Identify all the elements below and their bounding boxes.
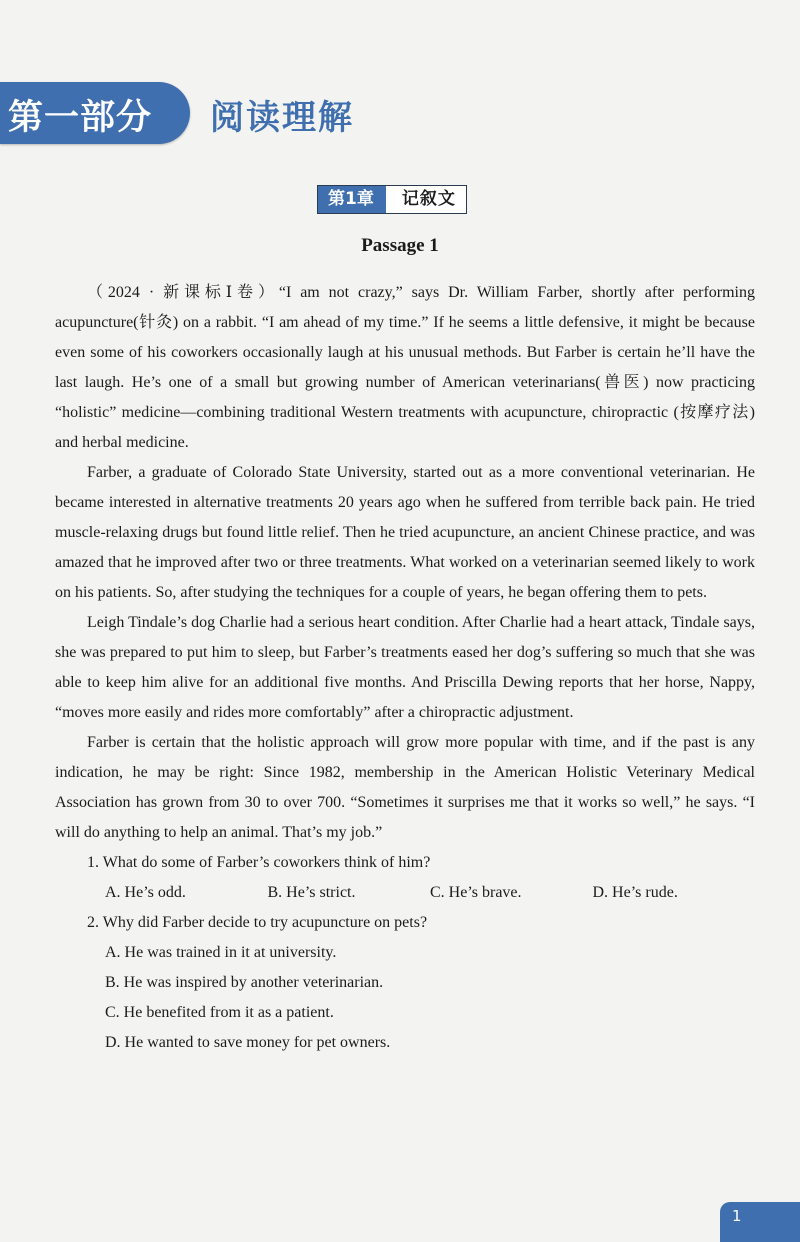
part-subtitle: 阅读理解 bbox=[210, 98, 354, 138]
paragraph: （2024 · 新课标Ⅰ卷）“I am not crazy,” says Dr. William Farber, shortly after performing acupuncture(针灸) on a rabbit. “I am ahead of my time.” If he seems a little defensive, it might be because even some of his coworkers occasionally laugh at his unusual methods. But Farber is certain he’ll have the last laugh. He’s one of a small but growing number of American veterinarians(兽医) now practicing “holistic” medicine—combining traditional Western treatments with acupuncture, chiropractic (按摩疗法) and herbal medicine. bbox=[55, 284, 755, 451]
question-options bbox=[55, 878, 755, 908]
paragraph: Leigh Tindale’s dog Charlie had a serious heart condition. After Charlie had a heart attack, Tindale says, she was prepared to put him to sleep, but Farber’s treatments eased her dog’s suffering so much that she was able to keep him alive for an additional five months. And Priscilla Dewing reports that her horse, Nappy, “moves more easily and rides more comfortably” after a chiropractic adjustment. bbox=[55, 614, 755, 721]
paragraph: Farber, a graduate of Colorado State University, started out as a more conventional veterinarian. He became interested in alternative treatments 20 years ago when he suffered from terrible back pain. He tried muscle-relaxing drugs but found little relief. Then he tried acupuncture, an ancient Chinese practice, and was amazed that he improved after two or three treatments. What worked on a veterinarian seemed likely to work on his patients. So, after studying the techniques for a couple of years, he began offering them to pets. bbox=[55, 464, 755, 601]
passage-content bbox=[55, 278, 755, 1058]
passage-title: Passage 1 bbox=[361, 235, 439, 256]
option: B. He was inspired by another veterinarian. bbox=[105, 974, 384, 991]
page-number: 1 bbox=[720, 1202, 800, 1242]
question-stem: 2. Why did Farber decide to try acupuncture on pets? bbox=[87, 914, 428, 931]
option: D. He wanted to save money for pet owners. bbox=[105, 1034, 391, 1051]
paragraph: Farber is certain that the holistic approach will grow more popular with time, and if the past is any indication, he may be right: Since 1982, membership in the American Holistic Veterinary Medical Association has grown from 30 to over 700. “Sometimes it surprises me that it works so well,” he says. “I will do anything to help an animal. That’s my job.” bbox=[55, 734, 755, 841]
chapter-heading bbox=[317, 185, 467, 214]
option: C. He’s brave. bbox=[430, 884, 522, 901]
option: A. He’s odd. bbox=[105, 884, 186, 901]
option: C. He benefited from it as a patient. bbox=[105, 1004, 334, 1021]
option: A. He was trained in it at university. bbox=[105, 944, 337, 961]
option: D. He’s rude. bbox=[592, 884, 678, 901]
part-label: 第一部分 bbox=[8, 98, 153, 138]
question-stem: 1. What do some of Farber’s coworkers think of him? bbox=[87, 854, 431, 871]
option: B. He’s strict. bbox=[267, 884, 356, 901]
chapter-number: 第1章 bbox=[318, 186, 386, 213]
chapter-name: 记叙文 bbox=[386, 186, 466, 213]
